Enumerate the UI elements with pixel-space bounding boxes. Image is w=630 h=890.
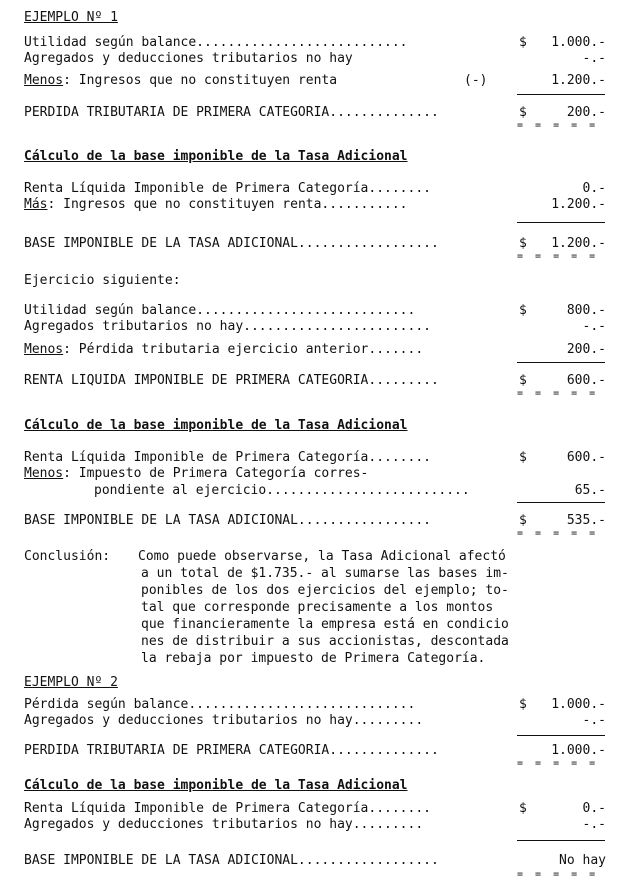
double-underline: = = = = = [517, 528, 599, 539]
ledger-row: Renta Líquida Imponible de Primera Categoría........ $ 0.- [24, 801, 606, 816]
ledger-total-row: RENTA LIQUIDA IMPONIBLE DE PRIMERA CATEGORIA......... $ 600.- [24, 373, 606, 388]
double-underline: = = = = = [517, 758, 599, 769]
sum-line [517, 94, 605, 95]
section-heading: Cálculo de la base imponible de la Tasa Adicional [24, 418, 408, 433]
example-2-heading: EJEMPLO Nº 2 [24, 675, 118, 690]
conclusion-text: Como puede observarse, la Tasa Adicional afectó [138, 549, 506, 564]
ledger-row: Menos: Ingresos que no constituyen renta (-) 1.200.- [24, 73, 606, 88]
sum-line [517, 362, 605, 363]
ledger-total-row: BASE IMPONIBLE DE LA TASA ADICIONAL................. $ 535.- [24, 513, 606, 528]
double-underline: = = = = = [517, 388, 599, 399]
ledger-row: Utilidad según balance........................... $ 1.000.- [24, 35, 606, 50]
ledger-row: Menos: Impuesto de Primera Categoría corres- [24, 466, 369, 481]
ledger-total-row: PERDIDA TRIBUTARIA DE PRIMERA CATEGORIA.............. $ 200.- [24, 105, 606, 120]
ledger-row: Agregados y deducciones tributarios no hay -.- [24, 51, 606, 66]
example-1-heading: EJEMPLO Nº 1 [24, 10, 118, 25]
ledger-total-row: BASE IMPONIBLE DE LA TASA ADICIONAL.................. No hay [24, 853, 606, 868]
conclusion-label: Conclusión: [24, 549, 111, 564]
ledger-row: Agregados tributarios no hay........................ -.- [24, 319, 606, 334]
double-underline: = = = = = [517, 120, 599, 131]
ledger-total-row: PERDIDA TRIBUTARIA DE PRIMERA CATEGORIA.............. 1.000.- [24, 743, 606, 758]
ledger-total-row: BASE IMPONIBLE DE LA TASA ADICIONAL.................. $ 1.200.- [24, 236, 606, 251]
ledger-row: Agregados y deducciones tributarios no hay......... -.- [24, 817, 606, 832]
ledger-row: Utilidad según balance............................ $ 800.- [24, 303, 606, 318]
double-underline: = = = = = [517, 251, 599, 262]
section-heading: Cálculo de la base imponible de la Tasa Adicional [24, 778, 408, 793]
section-heading: Cálculo de la base imponible de la Tasa Adicional [24, 149, 408, 164]
ledger-row: Agregados y deducciones tributarios no hay......... -.- [24, 713, 606, 728]
ledger-row: pondiente al ejercicio.......................... 65.- [94, 483, 606, 498]
ledger-row: Pérdida según balance............................. $ 1.000.- [24, 697, 606, 712]
ledger-row: Renta Líquida Imponible de Primera Categoría........ $ 600.- [24, 450, 606, 465]
section-heading: Ejercicio siguiente: [24, 273, 181, 288]
sum-line [517, 735, 605, 736]
sum-line [517, 222, 605, 223]
sum-line [517, 502, 605, 503]
double-underline: = = = = = [517, 869, 599, 880]
sum-line [517, 840, 605, 841]
conclusion-text: a un total de $1.735.- al sumarse las bases im- ponibles de los dos ejercicios del ejemplo; to- tal que corresponde precisamente a los montos que financieramente la empresa está en condicio nes de distribuir a sus accionistas, descontada la rebaja por impuesto de Primera Categoría. [141, 566, 509, 666]
ledger-row: Más: Ingresos que no constituyen renta........... 1.200.- [24, 197, 606, 212]
ledger-row: Renta Líquida Imponible de Primera Categoría........ 0.- [24, 181, 606, 196]
ledger-row: Menos: Pérdida tributaria ejercicio anterior....... 200.- [24, 342, 606, 357]
